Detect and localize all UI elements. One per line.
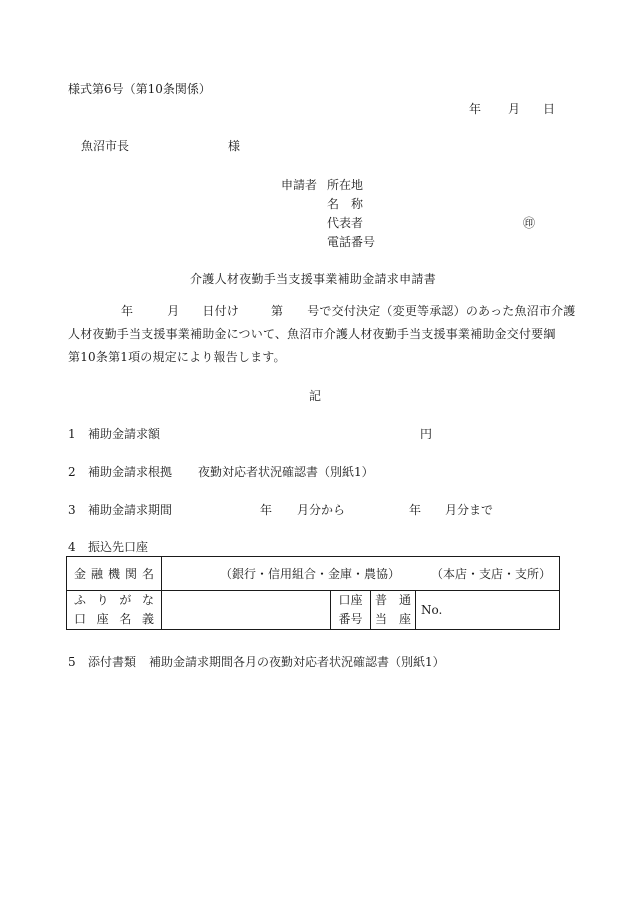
bank-name-label: 金融機関名 — [67, 557, 162, 591]
seal-mark: ㊞ — [523, 216, 536, 230]
item-3-from-month: 月分から — [297, 503, 346, 517]
account-number-label-1: 口座 — [338, 593, 363, 607]
account-number-cell[interactable] — [416, 591, 560, 630]
account-number-prefix: No. — [421, 603, 443, 617]
item-3-to-month: 月分まで — [445, 503, 494, 517]
account-holder-cell[interactable] — [162, 591, 331, 630]
body-line-2: 人材夜勤手当支援事業補助金について、魚沼市介護人材夜勤手当支援事業補助金交付要綱 — [68, 327, 556, 341]
item-2-number: 2 — [68, 465, 76, 479]
bank-account-table — [66, 556, 560, 630]
item-1-yen: 円 — [420, 427, 433, 441]
form-number: 様式第6号（第10条関係） — [68, 82, 211, 96]
body-line-1 — [68, 300, 576, 323]
item-2-value: 夜勤対応者状況確認書（別紙1） — [198, 465, 374, 479]
addressee-name: 魚沼市長 — [81, 139, 130, 153]
account-type-futsu: 普 通 — [374, 593, 411, 607]
item-3-from-year: 年 — [260, 503, 273, 517]
applicant-label: 申請者 — [281, 178, 318, 192]
addressee-honorific: 様 — [228, 139, 241, 153]
account-type-toza: 当 座 — [374, 612, 411, 626]
account-type-cell — [371, 591, 416, 630]
date-month: 月 — [508, 102, 521, 116]
account-number-label-2: 番号 — [338, 612, 363, 626]
branch-type-options: （本店・支店・支所） — [430, 567, 551, 581]
account-number-label — [331, 591, 371, 630]
applicant-representative-label: 代表者 — [327, 216, 364, 230]
item-4-label: 振込先口座 — [88, 540, 149, 554]
item-4-number: 4 — [68, 540, 76, 554]
applicant-phone-label: 電話番号 — [327, 235, 376, 249]
body-go: 号で交付決定（変更等承認）のあった魚沼市介護 — [307, 304, 576, 318]
body-month: 月 — [167, 304, 180, 318]
applicant-address-label: 所在地 — [327, 178, 364, 192]
account-holder-label — [67, 591, 162, 630]
item-5-number: 5 — [68, 655, 76, 669]
item-3-label: 補助金請求期間 — [88, 503, 173, 517]
body-paragraph — [68, 300, 576, 369]
item-3-to-year: 年 — [409, 503, 422, 517]
ki-heading: 記 — [309, 389, 322, 403]
date-year: 年 — [469, 102, 482, 116]
item-1-label: 補助金請求額 — [88, 427, 161, 441]
furigana-label: ふりがな — [74, 593, 154, 607]
bank-type-options: （銀行・信用組合・金庫・農協） — [220, 567, 401, 581]
body-dai: 第 — [271, 304, 284, 318]
bank-name-cell[interactable] — [162, 557, 560, 591]
item-5-label: 添付書類 — [88, 655, 137, 669]
item-3-number: 3 — [68, 503, 76, 517]
applicant-name-label: 名 称 — [327, 197, 364, 211]
account-name-label: 口座名義 — [74, 612, 154, 626]
date-day: 日 — [543, 102, 556, 116]
item-5-value: 補助金請求期間各月の夜勤対応者状況確認書（別紙1） — [149, 655, 445, 669]
item-2-label: 補助金請求根拠 — [88, 465, 173, 479]
body-day: 日付け — [202, 304, 240, 318]
body-line-3: 第10条第1項の規定により報告します。 — [68, 350, 286, 364]
item-1-number: 1 — [68, 427, 76, 441]
body-year: 年 — [121, 304, 134, 318]
document-title: 介護人材夜勤手当支援事業補助金請求申請書 — [190, 272, 437, 286]
